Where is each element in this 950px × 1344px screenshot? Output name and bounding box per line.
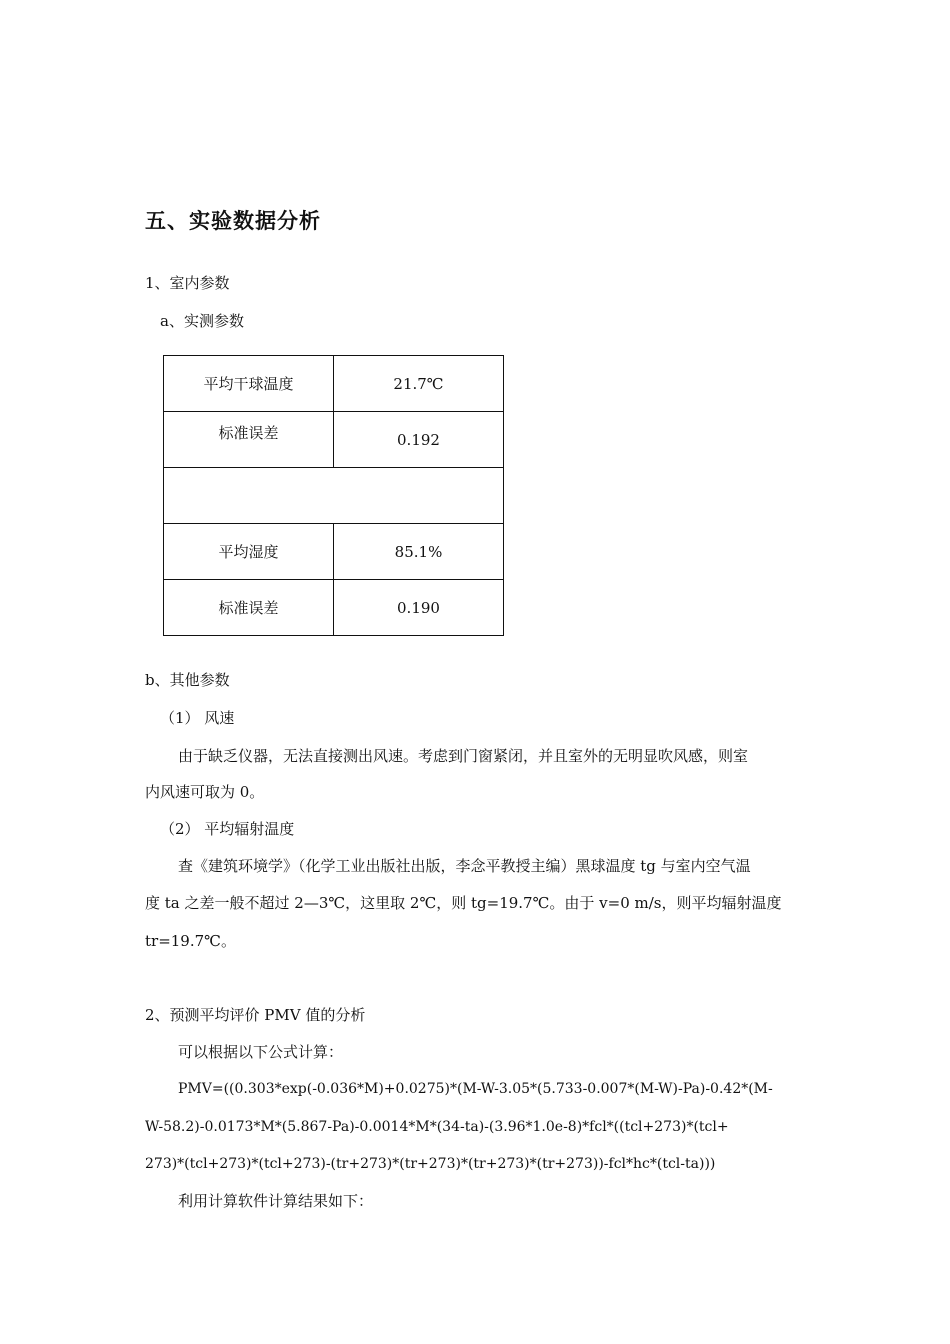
- table-row-empty: [164, 468, 504, 524]
- part1-sub-b: b、其他参数: [145, 671, 230, 689]
- item2-line: 查《建筑环境学》（化学工业出版社出版，李念平教授主编）黑球温度 tg 与室内空气温: [178, 857, 751, 875]
- section-heading: 五、实验数据分析: [145, 209, 321, 233]
- item1-title: （1） 风速: [160, 709, 235, 727]
- part1-title: 1、室内参数: [145, 274, 230, 292]
- item1-line: 内风速可取为 0。: [145, 783, 265, 801]
- table-row: [164, 356, 504, 412]
- table-row: [164, 412, 504, 468]
- table-cell-label: 标准误差: [164, 580, 334, 636]
- table-cell-label: 标准误差: [164, 412, 334, 468]
- part2-title: 2、预测平均评价 PMV 值的分析: [145, 1006, 366, 1024]
- result-intro: 利用计算软件计算结果如下：: [178, 1192, 374, 1210]
- table-row: [164, 580, 504, 636]
- formula-line: PMV=((0.303*exp(-0.036*M)+0.0275)*(M-W-3.05*(5.733-0.007*(M-W)-Pa)-0.42*(M-: [178, 1081, 773, 1097]
- table-cell-empty: [164, 468, 504, 524]
- table-row: [164, 524, 504, 580]
- item1-line: 由于缺乏仪器，无法直接测出风速。考虑到门窗紧闭，并且室外的无明显吹风感，则室: [178, 747, 749, 765]
- table-cell-value: 0.192: [334, 412, 504, 468]
- formula-line: 273)*(tcl+273)*(tcl+273)-(tr+273)*(tr+273)*(tr+273)*(tr+273))-fcl*hc*(tcl-ta))): [145, 1156, 716, 1172]
- table-cell-value: 0.190: [334, 580, 504, 636]
- table-cell-label: 平均干球温度: [164, 356, 334, 412]
- formula-line: W-58.2)-0.0173*M*(5.867-Pa)-0.0014*M*(34-ta)-(3.96*1.0e-8)*fcl*((tcl+273)*(tcl+: [145, 1119, 729, 1135]
- table-cell-value: 85.1%: [334, 524, 504, 580]
- item2-line: 度 ta 之差一般不超过 2—3℃，这里取 2℃，则 tg=19.7℃。由于 v=0 m/s，则平均辐射温度: [145, 894, 782, 912]
- part1-sub-a: a、实测参数: [160, 312, 244, 330]
- part2-intro: 可以根据以下公式计算：: [178, 1043, 344, 1061]
- table-cell-value: 21.7℃: [334, 356, 504, 412]
- item2-line: tr=19.7℃。: [145, 932, 236, 950]
- table-cell-label: 平均湿度: [164, 524, 334, 580]
- item2-title: （2） 平均辐射温度: [160, 820, 295, 838]
- indoor-parameters-table: [163, 355, 504, 636]
